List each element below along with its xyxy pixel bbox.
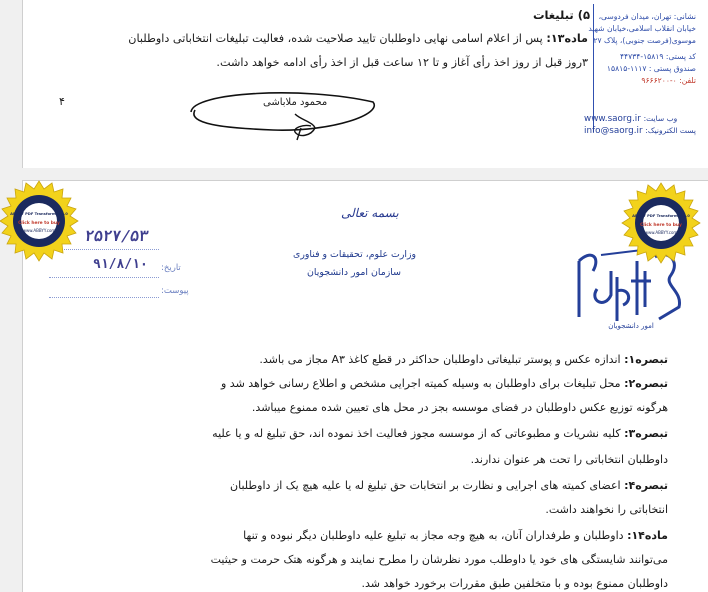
body-line bbox=[230, 479, 668, 492]
body-line bbox=[221, 377, 668, 390]
watermark-buy: Click here to buy bbox=[640, 223, 682, 228]
logo-text: امور دانشجویان bbox=[608, 322, 654, 330]
clause-text: داوطلبان و طرفداران آنان، به هیچ وجه مجاز به تبلیغ علیه داوطلبان دیگر نبوده و تنها bbox=[243, 529, 628, 542]
contact-po-box: صندوق پستی : ۱۱۱۷-۱۵۸۱۵ bbox=[606, 64, 696, 73]
attachment-line bbox=[49, 297, 159, 298]
contact-postal-code: کد پستی: ۱۵۸۱۹-۴۴۷۳۴ bbox=[619, 52, 696, 61]
body-line bbox=[545, 503, 668, 516]
clause-label: تبصره۲: bbox=[624, 377, 668, 390]
body-line bbox=[211, 553, 668, 566]
clause-text: اندازه عکس و پوستر تبلیغاتی داوطلبان حداکثر در قطع کاغذ A۳ مجاز می باشد. bbox=[259, 353, 625, 366]
clause-text: محل تبلیغات برای داوطلبان به وسیله کمیته اجرایی مشخص و اطلاع رسانی خواهد شد و bbox=[220, 377, 625, 390]
body-line bbox=[259, 353, 668, 366]
watermark-title: ABBYY PDF Transformer 2.0 bbox=[10, 212, 68, 216]
body-line bbox=[252, 401, 668, 414]
contact-address-1: نشانی: تهران، میدان فردوسی، bbox=[598, 12, 696, 21]
website-row bbox=[584, 114, 696, 124]
email-link[interactable]: info@saorg.ir bbox=[584, 126, 643, 136]
website-label: وب سایت: bbox=[643, 114, 678, 123]
attachment-label: پیوست: bbox=[161, 286, 189, 296]
signer-name: محمود ملاباشی bbox=[263, 97, 328, 108]
article-13-line-2: ۳روز قبل از روز اخذ رأی آغاز و تا ۱۲ ساعت قبل از اخذ رأی ادامه خواهد داشت. bbox=[216, 56, 588, 69]
watermark-url: www.ABBYY.com bbox=[22, 228, 56, 233]
contact-address-2: خیابان انقلاب اسلامی،خیابان شهید bbox=[588, 24, 696, 33]
clause-label: تبصره۱: bbox=[624, 353, 668, 366]
clause-text: داوطلبان انتخاباتی را تحت هر عنوان ندارند. bbox=[470, 453, 668, 466]
contact-phone: تلفن: ۰-۹۶۶۶۲۰۰ bbox=[641, 76, 696, 85]
watermark-buy: Click here to buy bbox=[18, 221, 60, 226]
body-line bbox=[362, 577, 668, 590]
contact-address-3: موسوی(فرصت جنوبی)، پلاک ۲۷ bbox=[593, 36, 696, 45]
abbyy-watermark-left[interactable] bbox=[0, 180, 80, 262]
abbyy-watermark-right[interactable] bbox=[620, 182, 702, 264]
watermark-title: ABBYY PDF Transformer 2.0 bbox=[632, 214, 690, 218]
document-page-1 bbox=[22, 0, 708, 168]
clause-text: انتخاباتی را نخواهند داشت. bbox=[545, 503, 668, 516]
body-line bbox=[212, 427, 668, 440]
article-13-label: ماده۱۳: bbox=[546, 32, 588, 45]
letter-date: ۹۱/۸/۱۰ bbox=[93, 257, 148, 272]
clause-label: تبصره۳: bbox=[624, 427, 668, 440]
page-number: ۴ bbox=[59, 95, 65, 108]
organization-name: سازمان امور دانشجویان bbox=[307, 267, 401, 278]
date-line bbox=[49, 277, 159, 278]
clause-text: اعضای کمیته های اجرایی و نظارت بر انتخابات حق تبلیغ له یا علیه هیچ یک از داوطلبان bbox=[230, 479, 625, 492]
email-label: پست الکترونیک: bbox=[645, 126, 697, 135]
section-title: ۵) تبلیغات bbox=[532, 8, 590, 22]
signature-scribble bbox=[183, 84, 383, 142]
ministry-name: وزارت علوم، تحقیقات و فناوری bbox=[293, 249, 417, 260]
date-label: تاریخ: bbox=[161, 263, 181, 273]
clause-label: ماده۱۴: bbox=[627, 529, 668, 542]
clause-text: داوطلبان ممنوع بوده و با متخلفین طبق مقررات برخورد خواهد شد. bbox=[361, 577, 668, 590]
email-row bbox=[584, 126, 696, 136]
body-line bbox=[471, 453, 668, 466]
article-13-text-1: پس از اعلام اسامی نهایی داوطلبان تایید صلاحیت شده، فعالیت تبلیغات انتخاباتی داوطلبان bbox=[128, 32, 547, 45]
clause-text: هرگونه توزیع عکس داوطلبان در فضای موسسه بجز در محل های تعیین شده ممنوع میباشد. bbox=[251, 401, 668, 414]
website-link[interactable]: www.saorg.ir bbox=[584, 114, 641, 124]
letter-number: ۲۵۲۷/۵۳ bbox=[83, 227, 150, 245]
clause-text: می‌توانند شایستگی های خود یا داوطلب مورد نظرشان را مطرح نمایند و هرگونه هتک حرمت و حیثیت bbox=[210, 553, 668, 566]
document-page-2 bbox=[22, 180, 708, 592]
bismillah-heading: بسمه تعالی bbox=[341, 206, 399, 220]
clause-label: تبصره۴: bbox=[624, 479, 668, 492]
body-line bbox=[243, 529, 668, 542]
article-13-line-1 bbox=[128, 32, 588, 45]
clause-text: کلیه نشریات و مطبوعاتی که از موسسه مجوز فعالیت اخذ نموده اند، حق تبلیغ له و یا علیه bbox=[212, 427, 625, 440]
watermark-url: www.ABBYY.com bbox=[644, 230, 678, 235]
